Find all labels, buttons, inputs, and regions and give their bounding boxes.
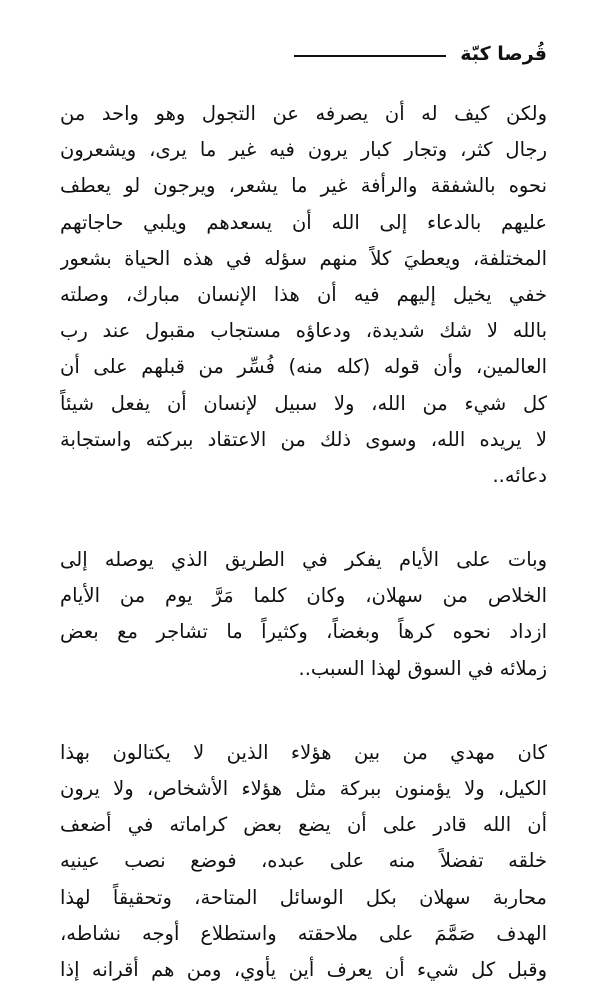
paragraph-gap [60,494,547,542]
running-header [60,34,547,74]
paragraph-3 [60,735,547,988]
running-header-title: قُرصا كبّة [460,43,547,65]
text-line: رجال كثر، وتجار كبار يرون فيه غير ما يرى، ويشعرون [60,138,547,162]
text-line: كل شيء من الله، ولا سبيل لإنسان أن يفعل شيئاً [60,391,547,415]
paragraph-1 [60,96,547,494]
text-line: الهدف صَمَّمَ على ملاحقته واستطلاع أوجه نشاطه، [60,921,547,945]
text-line: خلقه تفضلاً منه على عبده، فوضع نصب عينيه [60,849,547,873]
text-line: الكيل، ولا يؤمنون ببركة مثل هؤلاء الأشخاص، ولا يرون [60,777,547,800]
text-line: لا يريده الله، وسوى ذلك من الاعتقاد ببركته واستجابة [60,427,547,451]
text-line: وقبل كل شيء أن يعرف أين يأوي، ومن هم أقرانه إذا [60,957,547,981]
text-line: خفي يخيل إليهم فيه أن هذا الإنسان مبارك، وصلته [60,282,547,306]
text-line: الخلاص من سهلان، وكان كلما مَرَّ يوم من الأيام [60,584,547,608]
text-line: زملائه في السوق لهذا السبب.. [298,656,547,680]
text-line: وبات على الأيام يفكر في الطريق الذي يوصله إلى [60,548,547,572]
text-line: دعائه.. [492,463,547,487]
page-body [60,96,547,988]
header-rule [294,55,446,57]
text-line: محاربة سهلان بكل الوسائل المتاحة، وتحقيقاً لهذا [60,885,547,909]
text-line: كان مهدي من بين هؤلاء الذين لا يكتالون بهذا [60,740,547,764]
text-line: أن الله قادر على أن يضع بعض كراماته في أضعف [60,813,547,837]
text-line: نحوه بالشفقة والرأفة غير ما يشعر، ويرجون لو يعطف [60,174,547,198]
text-line: ازداد نحوه كرهاً وبغضاً، وكثيراً ما تشاجر مع بعض [60,620,547,644]
paragraph-2 [60,542,547,687]
text-line: المختلفة، ويعطيَ كلاً منهم سؤله في هذه الحياة بشعور [60,246,547,270]
text-line: عليهم بالدعاء إلى الله أن يسعدهم ويلبي حاجاتهم [60,210,547,234]
text-line: ولكن كيف له أن يصرفه عن التجول وهو واحد من [60,102,547,125]
text-line: العالمين، وأن قوله (كله منه) فُسِّر من قبلهم على أن [60,355,547,379]
paragraph-gap [60,687,547,735]
text-line: بالله لا شك شديدة، ودعاؤه مستجاب مقبول عند رب [60,319,547,343]
